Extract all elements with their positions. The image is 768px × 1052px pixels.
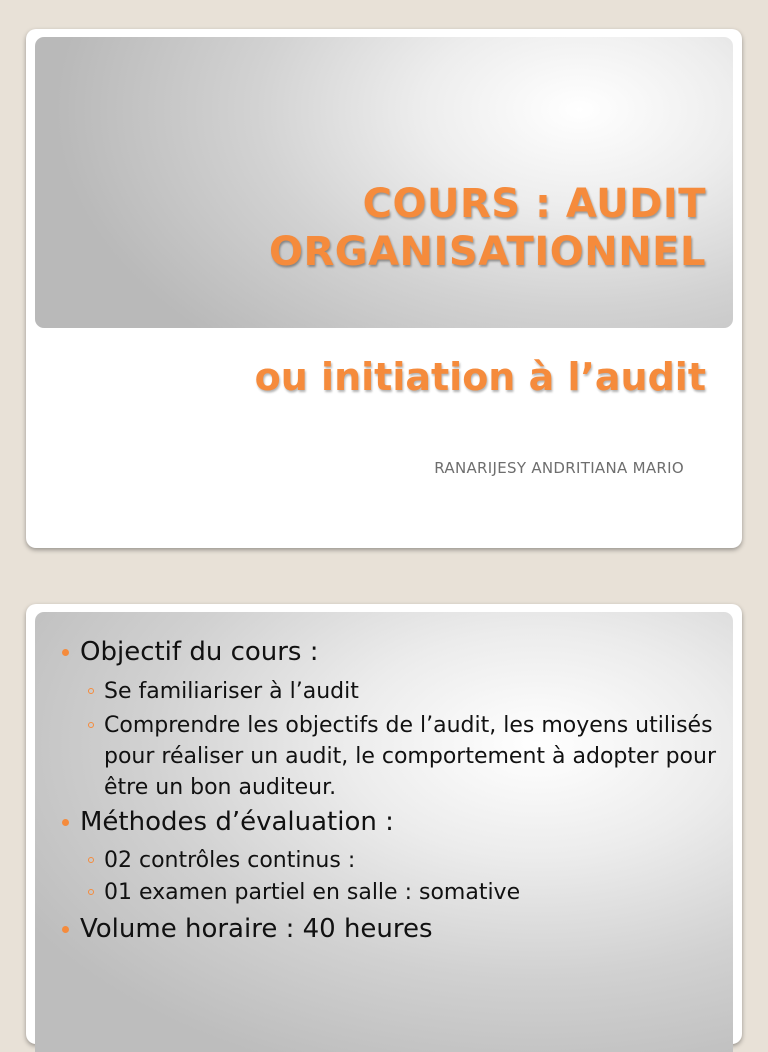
content-slide [26,604,742,1044]
subbullet-text: 01 examen partiel en salle : somative [104,880,521,905]
subbullet-ring-icon [88,857,94,863]
author-name: RANARIJESY ANDRITIANA MARIO [434,459,684,477]
slide-title-line-2: ORGANISATIONNEL [268,229,706,275]
subbullet-text: 02 contrôles continus : [104,848,356,873]
subbullet-controles [104,845,734,876]
bullet-dot-icon [62,819,69,826]
subbullet-familiariser [104,676,734,707]
bullet-volume [80,914,433,944]
bullet-dot-icon [62,649,69,656]
subbullet-text: Se familiariser à l’audit [104,679,359,704]
subbullet-ring-icon [88,722,94,728]
bullet-text: Volume horaire : 40 heures [80,914,433,944]
bullet-text: Méthodes d’évaluation : [80,807,394,837]
bullet-text: Objectif du cours : [80,637,319,667]
subbullet-examen [104,877,734,908]
bullet-dot-icon [62,926,69,933]
subbullet-ring-icon [88,688,94,694]
slide-title [269,180,706,276]
subbullet-text: Comprendre les objectifs de l’audit, les moyens utilisés pour réaliser un audit, le comportement à adopter pour être un bon auditeur. [104,713,716,800]
slide-title-line-1: COURS : AUDIT [362,181,706,227]
bullet-objectif [80,637,319,667]
slide-subtitle: ou initiation à l’audit [254,355,706,399]
bullet-methodes [80,807,394,837]
subbullet-ring-icon [88,889,94,895]
title-slide [26,29,742,548]
content-band [35,612,733,1052]
subbullet-comprendre [104,710,734,803]
